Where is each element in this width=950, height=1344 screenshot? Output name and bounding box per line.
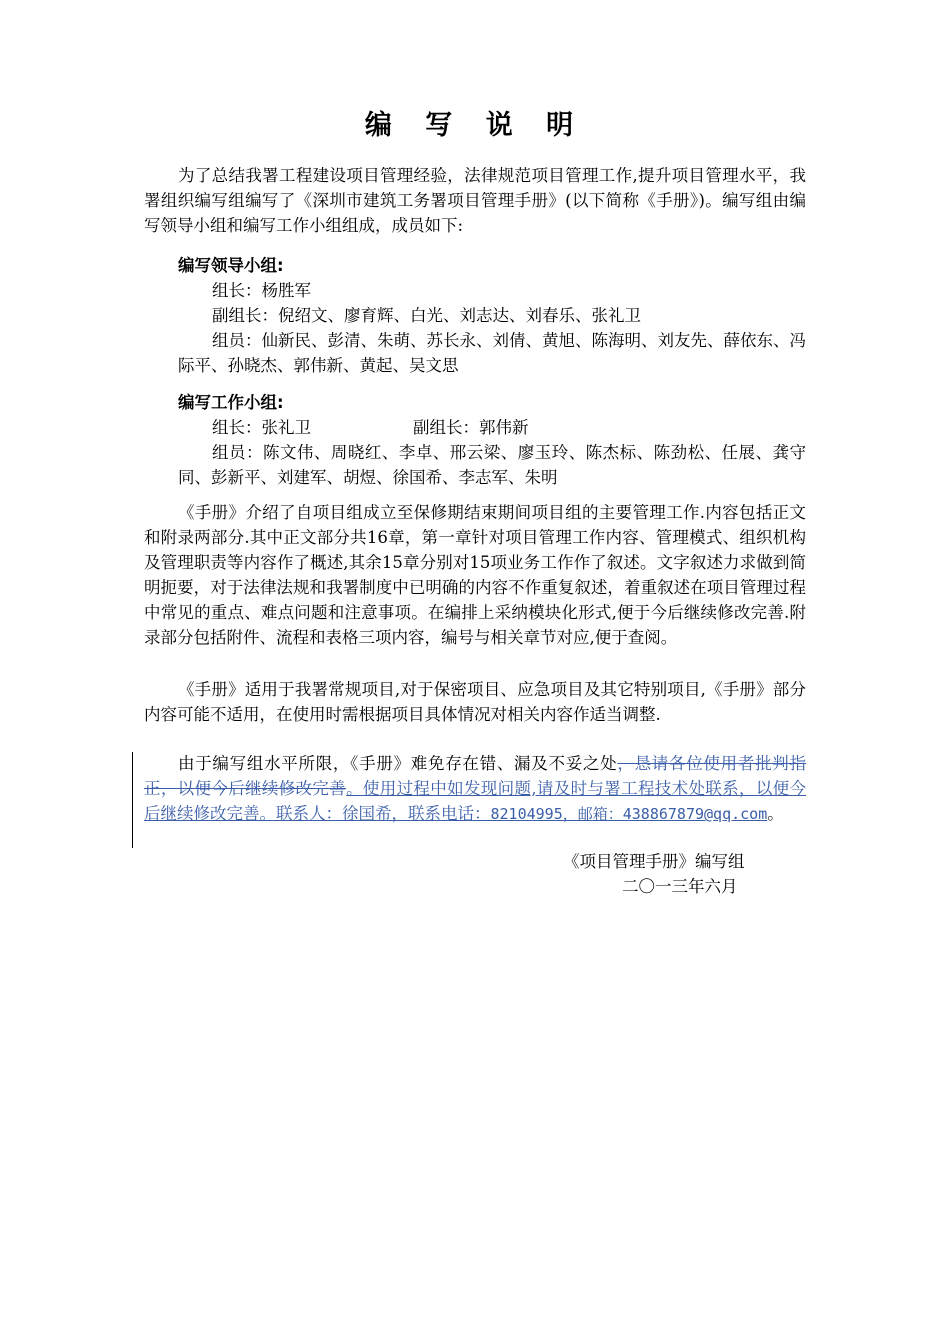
leadership-group-heading: 编写领导小组: bbox=[178, 256, 284, 275]
signature-org: 《项目管理手册》编写组 bbox=[563, 852, 745, 871]
revision-change-bar bbox=[132, 752, 133, 848]
deleted-revision-text: ，恳请各位使用者批判指正，以便今后继续修改完善 bbox=[144, 754, 807, 798]
page-title: 编 写 说 明 bbox=[364, 110, 586, 141]
contact-info-link[interactable]: 82104995，邮箱：438867879@qq.com bbox=[490, 805, 768, 823]
feedback-text: 由于编写组水平所限，《手册》难免存在错、漏及不妥之处 bbox=[178, 754, 618, 773]
working-group-deputy: 副组长：郭伟新 bbox=[413, 418, 529, 437]
leadership-group-leader: 组长：杨胜军 bbox=[212, 281, 311, 300]
feedback-paragraph bbox=[144, 751, 806, 827]
inserted-revision-text: 。使用过程中如发现问题,请及时与署工程技术处联系，以便今后继续修改完善。联系人：徐国希，联系电话： bbox=[144, 779, 806, 823]
leadership-group-members: 组员：仙新民、彭清、朱萌、苏长永、刘倩、黄旭、陈海明、刘友先、薛依东、冯际平、孙晓杰、郭伟新、黄起、吴文思 bbox=[178, 331, 806, 375]
working-group-leader: 组长：张礼卫 bbox=[212, 418, 311, 437]
signature-date: 二〇一三年六月 bbox=[622, 877, 738, 896]
feedback-end-mark: 。 bbox=[767, 804, 784, 823]
content-paragraph: 《手册》介绍了自项目组成立至保修期结束期间项目组的主要管理工作.内容包括正文和附录两部分.其中正文部分共16章，第一章针对项目管理工作内容、管理模式、组织机构及管理职责等内容作了概述,其余15章分别对15项业务工作作了叙述。文字叙述力求做到简明扼要，对于法律法规和我署制度中已明确的内容不作重复叙述，着重叙述在项目管理过程中常见的重点、难点问题和注意事项。在编排上采纳模块化形式,便于今后继续修改完善.附录部分包括附件、流程和表格三项内容，编号与相关章节对应,便于查阅。 bbox=[144, 503, 806, 647]
working-group-members: 组员：陈文伟、周晓红、李卓、邢云梁、廖玉玲、陈杰标、陈劲松、任展、龚守同、彭新平、刘建军、胡煜、徐国希、李志军、朱明 bbox=[178, 443, 806, 487]
leadership-group-deputy: 副组长：倪绍文、廖育辉、白光、刘志达、刘春乐、张礼卫 bbox=[212, 306, 641, 325]
working-group-heading: 编写工作小组: bbox=[178, 393, 284, 412]
intro-paragraph: 为了总结我署工程建设项目管理经验，法律规范项目管理工作,提升项目管理水平，我署组织编写组编写了《深圳市建筑工务署项目管理手册》(以下简称《手册》)。编写组由编写领导小组和编写工作小组组成，成员如下: bbox=[144, 166, 806, 235]
scope-paragraph: 《手册》适用于我署常规项目,对于保密项目、应急项目及其它特别项目,《手册》部分内容可能不适用，在使用时需根据项目具体情况对相关内容作适当调整. bbox=[144, 680, 806, 724]
